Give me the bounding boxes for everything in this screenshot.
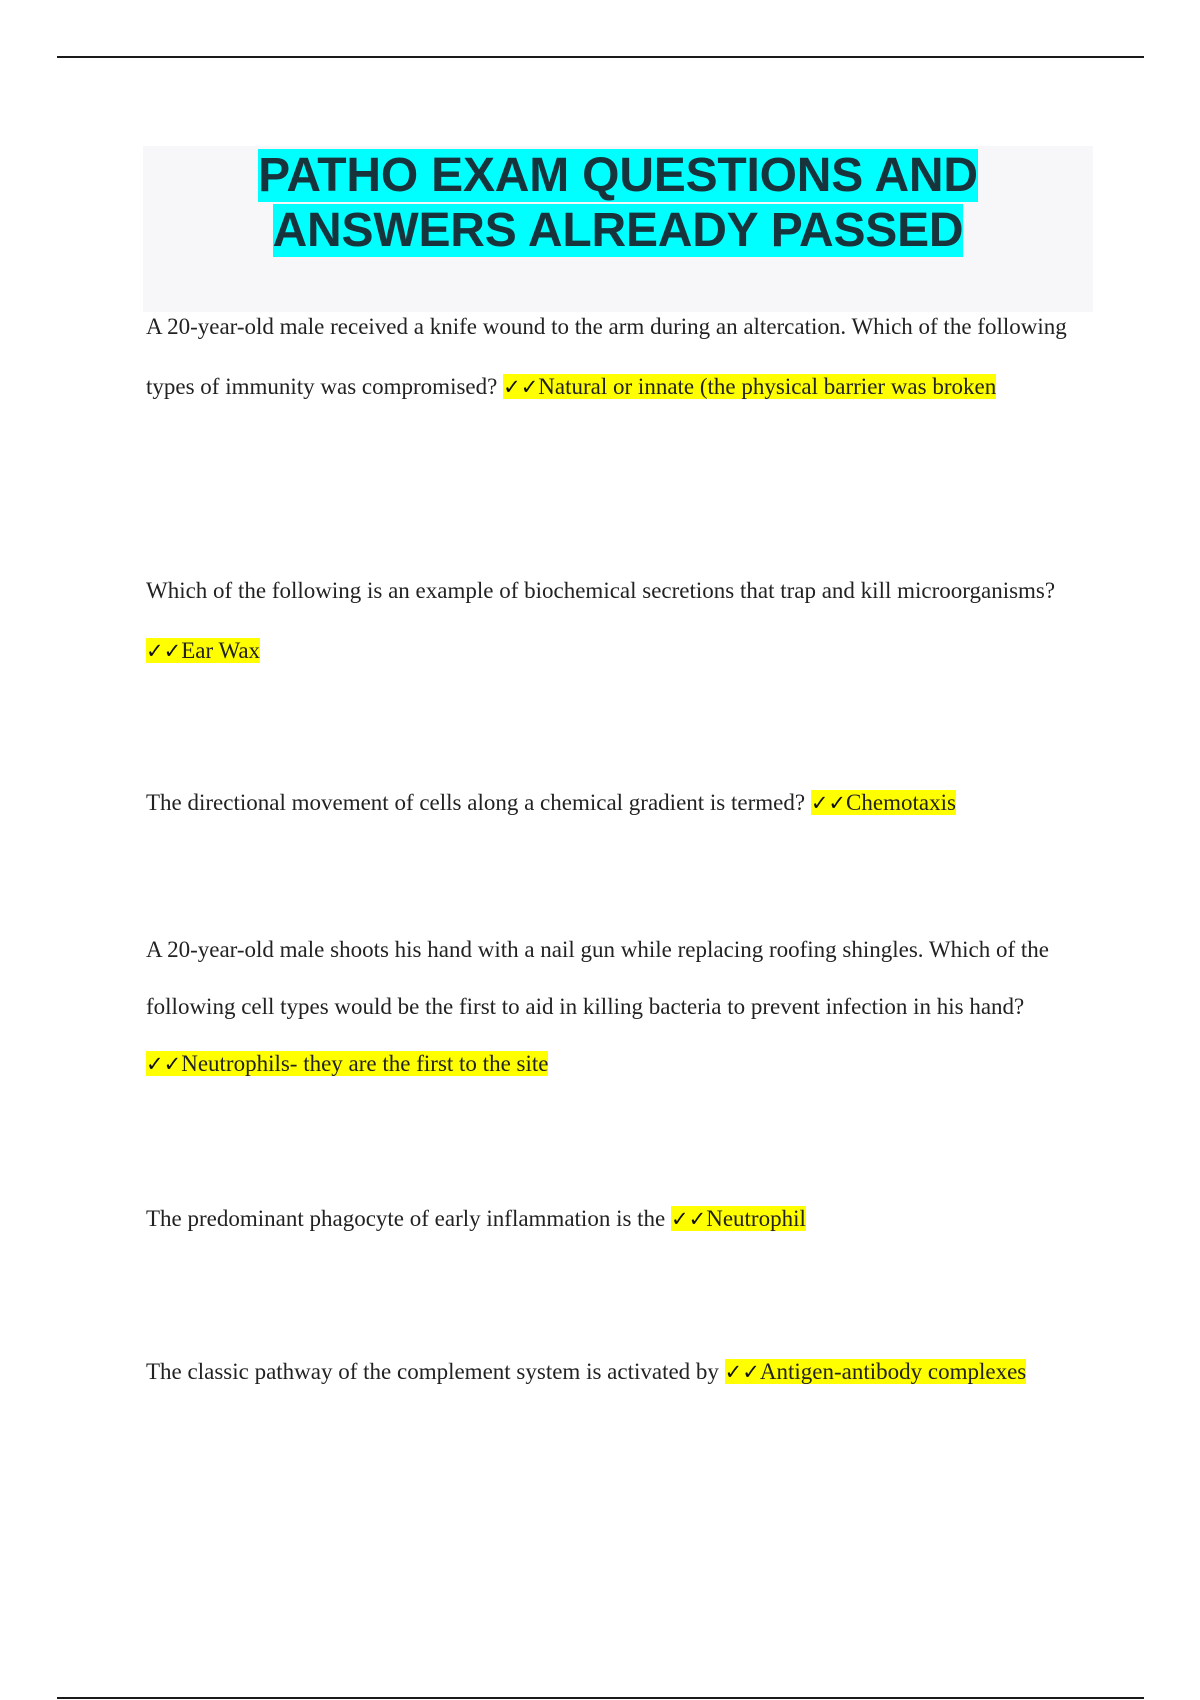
answer-highlight — [671, 1206, 806, 1231]
answer-text: Natural or innate (the physical barrier was broken — [538, 374, 997, 399]
double-check-icon: ✓✓ — [146, 1052, 182, 1076]
top-rule — [57, 56, 1144, 58]
document-title: PATHO EXAM QUESTIONS AND ANSWERS ALREADY PASSED — [258, 149, 978, 257]
double-check-icon: ✓✓ — [724, 1360, 760, 1384]
answer-text: Antigen-antibody complexes — [759, 1359, 1027, 1384]
qa-item — [146, 1189, 1086, 1249]
answer-highlight — [811, 790, 956, 815]
double-check-icon: ✓✓ — [671, 1207, 707, 1231]
answer-highlight — [146, 638, 260, 663]
answer-highlight — [725, 1359, 1027, 1384]
qa-item — [146, 1342, 1086, 1402]
answer-highlight — [146, 1051, 548, 1076]
qa-item — [146, 773, 1086, 833]
answer-text: Neutrophils- they are the first to the site — [181, 1051, 549, 1076]
answer-highlight — [503, 374, 996, 399]
qa-item — [146, 561, 1086, 681]
question-text: Which of the following is an example of biochemical secretions that trap and kill microorganisms? — [146, 578, 1056, 603]
question-text: The directional movement of cells along a chemical gradient is termed? — [146, 790, 811, 815]
double-check-icon: ✓✓ — [146, 639, 182, 663]
question-text: A 20-year-old male received a knife wound to the arm during an altercation. Which of the following types of immunity was compromised? — [146, 314, 1067, 399]
double-check-icon: ✓✓ — [503, 375, 539, 399]
answer-text: Chemotaxis — [846, 790, 956, 815]
title-banner — [143, 146, 1093, 312]
bottom-rule — [57, 1697, 1144, 1699]
question-text: A 20-year-old male shoots his hand with a nail gun while replacing roofing shingles. Which of the following cell types would be the first to aid in killing bacteria to prevent infection in his hand? — [146, 937, 1049, 1019]
question-text: The predominant phagocyte of early inflammation is the — [146, 1206, 672, 1231]
qa-item — [146, 921, 1086, 1093]
double-check-icon: ✓✓ — [810, 791, 847, 815]
question-text: The classic pathway of the complement system is activated by — [146, 1359, 725, 1384]
answer-text: Ear Wax — [181, 638, 261, 663]
qa-item — [146, 297, 1086, 417]
answer-text: Neutrophil — [706, 1206, 806, 1231]
